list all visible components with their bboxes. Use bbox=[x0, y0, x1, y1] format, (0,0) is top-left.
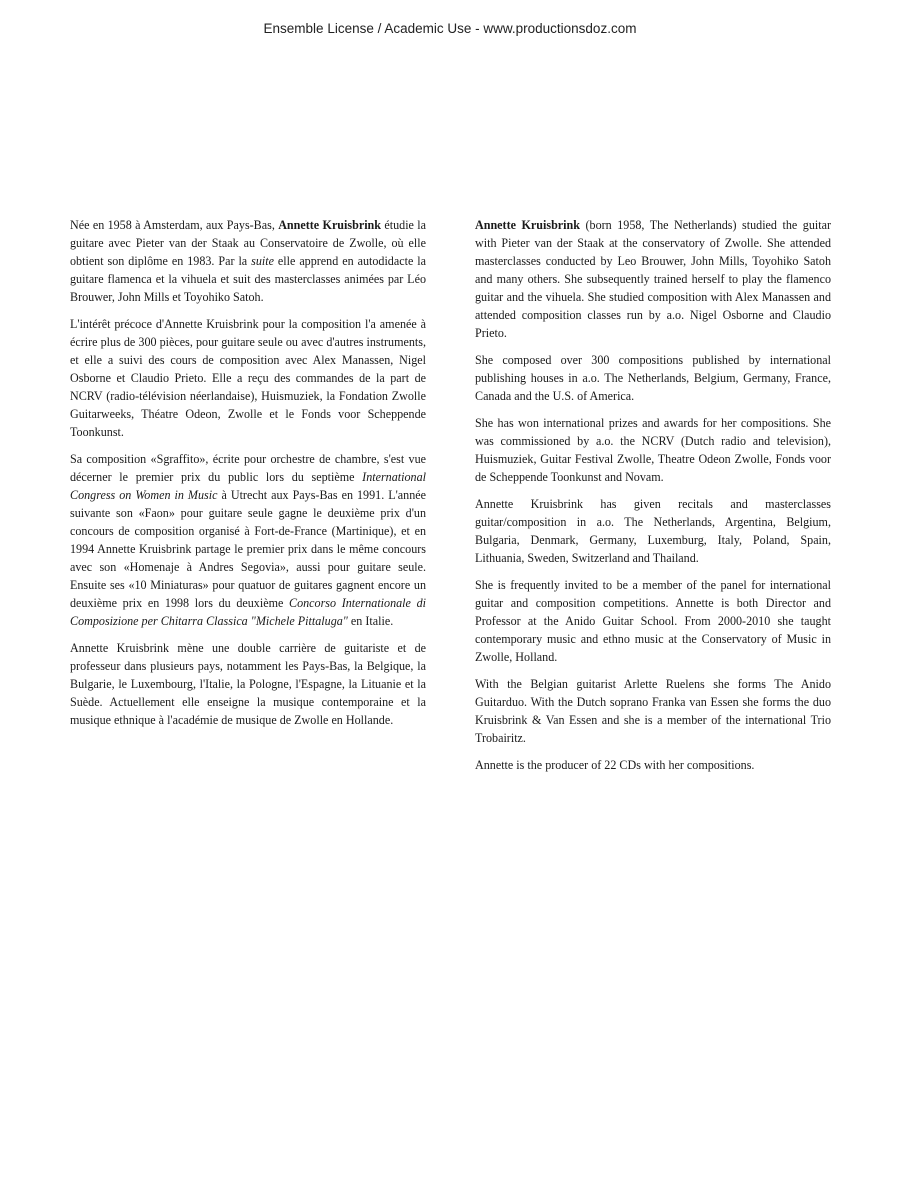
english-paragraph-7: Annette is the producer of 22 CDs with her compositions. bbox=[475, 758, 755, 772]
english-paragraph-1: Annette Kruisbrink (born 1958, The Netherlands) studied the guitar with Pieter van der Staak at the conservatory of Zwolle. She attended masterclasses conducted by Leo Brouwer, John Mills, Toyohiko Satoh and many others. She subsequently trained herself to play the flamenco guitar and the vihuela. She studied composition with Alex Manassen and attended composition classes run by a.o. Nigel Osborne and Claudio Prieto. bbox=[475, 218, 832, 340]
french-paragraph-1: Née en 1958 à Amsterdam, aux Pays-Bas, Annette Kruisbrink étudie la guitare avec Pieter van der Staak au Conservatoire de Zwolle, où elle obtient son diplôme en 1983. Par la suite elle apprend en autodidacte la guitare flamenca et la vihuela et suit des masterclasses animées par Léo Brouwer, John Mills et Toyohiko Satoh. bbox=[70, 218, 426, 304]
french-paragraph-4: Annette Kruisbrink mène une double carrière de guitariste et de professeur dans plusieurs pays, notamment les Pays-Bas, la Belgique, la Bulgarie, le Luxembourg, l'Italie, la Pologne, l'Espagne, la Lituanie et la Suède. Actuellement elle enseigne la musique contemporaine et la musique ethnique à l'académie de musique de Zwolle en Hollande. bbox=[70, 641, 426, 727]
license-header: Ensemble License / Academic Use - www.productionsdoz.com bbox=[263, 21, 637, 36]
concorso-title: Concorso Internationale di Composizione per Chitarra Classica "Michele Pittaluga" bbox=[70, 596, 426, 628]
english-paragraph-5: She is frequently invited to be a member of the panel for international guitar and composition competitions. Annette is both Director and Professor at the Anido Guitar School. From 2000-2010 she taught contemporary music and ethno music at the Conservatory of Music in Zwolle, Holland. bbox=[475, 578, 831, 664]
english-paragraph-4: Annette Kruisbrink has given recitals and masterclasses guitar/composition in a.o. The Netherlands, Argentina, Belgium, Bulgaria, Denmark, Germany, Luxemburg, Italy, Poland, Spain, Lithuania, Sweden, Switzerland and Thailand. bbox=[475, 497, 831, 565]
congress-title: International Congress on Women in Music bbox=[70, 470, 426, 502]
english-biography-column bbox=[475, 216, 831, 783]
english-paragraph-3: She has won international prizes and awards for her compositions. She was commissioned by a.o. the NCRV (Dutch radio and television), Huismuziek, Guitar Festival Zwolle, Theatre Odeon Zwolle, Fonds voor de Scheppende Toonkunst and Novam. bbox=[475, 416, 831, 484]
french-paragraph-2: L'intérêt précoce d'Annette Kruisbrink pour la composition l'a amenée à écrire plus de 300 pièces, pour guitare seule ou avec d'autres instruments, et elle a suivi des cours de composition avec Alex Manassen, Nigel Osborne et Claudio Prieto. Elle a reçu des commandes de la part de NCRV (radio-télévision néerlandaise), Huismuziek, la Fondation Zwolle Guitarweeks, Théatre Odeon, Zwolle et le Fonds voor Scheppende Toonkunst. bbox=[70, 317, 426, 439]
french-paragraph-3: Sa composition «Sgraffito», écrite pour orchestre de chambre, s'est vue décerner le premier prix du public lors du septième International Congress on Women in Music à Utrecht aux Pays-Bas en 1991. L'année suivante son «Faon» pour guitare seule gagne le deuxième prix d'un concours de composition organisé à Fort-de-France (Martinique), et en 1994 Annette Kruisbrink partage le premier prix dans le même concours avec son «Homenaje à Andres Segovia», aussi pour guitare seule. Ensuite ses «10 Miniaturas» pour quatuor de guitares gagnent encore un deuxième prix en 1998 lors du deuxième Concorso Internationale di Composizione per Chitarra Classica "Michele Pittaluga" en Italie. bbox=[70, 452, 426, 628]
french-biography-column bbox=[70, 216, 426, 738]
english-paragraph-2: She composed over 300 compositions published by international publishing houses in a.o. The Netherlands, Belgium, Germany, France, Canada and the U.S. of America. bbox=[475, 353, 831, 403]
artist-name: Annette Kruisbrink bbox=[475, 218, 580, 232]
english-paragraph-6: With the Belgian guitarist Arlette Ruelens she forms The Anido Guitarduo. With the Dutch soprano Franka van Essen she forms the duo Kruisbrink & Van Essen and she is a member of the international Trio Trobairitz. bbox=[475, 677, 831, 745]
artist-name: Annette Kruisbrink bbox=[278, 218, 382, 232]
